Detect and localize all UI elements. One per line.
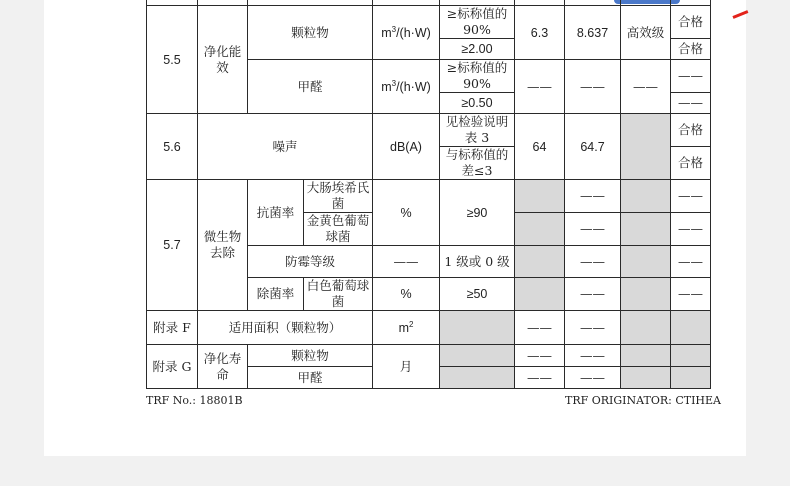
requirement: ≥90: [440, 180, 515, 246]
requirement: ≥标称值的90%: [440, 60, 515, 93]
shaded-cell: [621, 345, 671, 367]
sub-item: 颗粒物: [248, 345, 373, 367]
shaded-cell: [515, 213, 565, 246]
result-value: 6.3: [515, 6, 565, 60]
requirement: ≥0.50: [440, 93, 515, 114]
result-value: 64: [515, 114, 565, 180]
result-value: 8.637: [565, 6, 621, 60]
result-value: ——: [565, 180, 621, 213]
organism: 白色葡萄球菌: [304, 278, 373, 311]
sub-item: 颗粒物: [248, 6, 373, 60]
item-name: 噪声: [198, 114, 373, 180]
shaded-cell: [621, 278, 671, 311]
shaded-cell: [621, 367, 671, 389]
shaded-cell: [440, 367, 515, 389]
unit-cell: %: [373, 278, 440, 311]
clause-number: 5.6: [147, 114, 198, 180]
requirement: ≥50: [440, 278, 515, 311]
shaded-cell: [440, 345, 515, 367]
shaded-cell: [671, 311, 711, 345]
unit-cell: $m^3/(h\cdot W)$: [373, 6, 440, 60]
clause-number: 附录 G: [147, 345, 198, 389]
requirement: 见检验说明表 3: [440, 114, 515, 147]
result-value: ——: [515, 345, 565, 367]
shaded-cell: [515, 246, 565, 278]
shaded-cell: [621, 114, 671, 180]
item-name: 微生物去除: [198, 180, 248, 311]
verdict: ——: [671, 213, 711, 246]
result-value: ——: [565, 311, 621, 345]
grade: ——: [621, 60, 671, 114]
test-result-table: [146, 0, 711, 389]
requirement: 与标称值的差≤3: [440, 147, 515, 180]
requirement: ≥2.00: [440, 39, 515, 60]
sub-item: 抗菌率: [248, 180, 304, 246]
verdict: ——: [671, 246, 711, 278]
result-value: ——: [565, 246, 621, 278]
grade: 高效级: [621, 6, 671, 60]
item-name: 净化寿命: [198, 345, 248, 389]
result-value: ——: [565, 278, 621, 311]
verdict: ——: [671, 93, 711, 114]
trf-originator: TRF ORIGINATOR: CTIHEA: [565, 394, 721, 407]
result-value: 64.7: [565, 114, 621, 180]
shaded-cell: [515, 278, 565, 311]
result-value: ——: [565, 367, 621, 389]
shaded-cell: [671, 367, 711, 389]
result-value: ——: [515, 367, 565, 389]
result-value: ——: [515, 311, 565, 345]
organism: 金黄色葡萄球菌: [304, 213, 373, 246]
shaded-cell: [621, 180, 671, 213]
item-name: 净化能效: [198, 6, 248, 114]
shaded-cell: [440, 311, 515, 345]
sub-item: 甲醛: [248, 367, 373, 389]
unit-cell: dB(A): [373, 114, 440, 180]
shaded-cell: [621, 213, 671, 246]
sub-item: 除菌率: [248, 278, 304, 311]
result-value: ——: [565, 345, 621, 367]
clause-number: 5.5: [147, 6, 198, 114]
unit-cell: ——: [373, 246, 440, 278]
result-value: ——: [565, 60, 621, 114]
clause-number: 附录 F: [147, 311, 198, 345]
unit-cell: $m^2$: [373, 311, 440, 345]
shaded-cell: [621, 311, 671, 345]
requirement: 1 级或 0 级: [440, 246, 515, 278]
verdict: ——: [671, 180, 711, 213]
verdict: 合格: [671, 147, 711, 180]
verdict: 合格: [671, 114, 711, 147]
clause-number: 5.7: [147, 180, 198, 311]
verdict: ——: [671, 278, 711, 311]
unit-cell: %: [373, 180, 440, 246]
verdict: ——: [671, 60, 711, 93]
unit-cell: 月: [373, 345, 440, 389]
verdict: 合格: [671, 39, 711, 60]
requirement: ≥标称值的90%: [440, 6, 515, 39]
unit-cell: $m^3/(h\cdot W)$: [373, 60, 440, 114]
organism: 大肠埃希氏菌: [304, 180, 373, 213]
result-value: ——: [565, 213, 621, 246]
sub-item: 防霉等级: [248, 246, 373, 278]
shaded-cell: [621, 246, 671, 278]
sub-item: 甲醛: [248, 60, 373, 114]
item-name: 适用面积（颗粒物）: [198, 311, 373, 345]
result-value: ——: [515, 60, 565, 114]
trf-number: TRF No.: 18801B: [146, 394, 243, 407]
verdict: 合格: [671, 6, 711, 39]
shaded-cell: [671, 345, 711, 367]
shaded-cell: [515, 180, 565, 213]
